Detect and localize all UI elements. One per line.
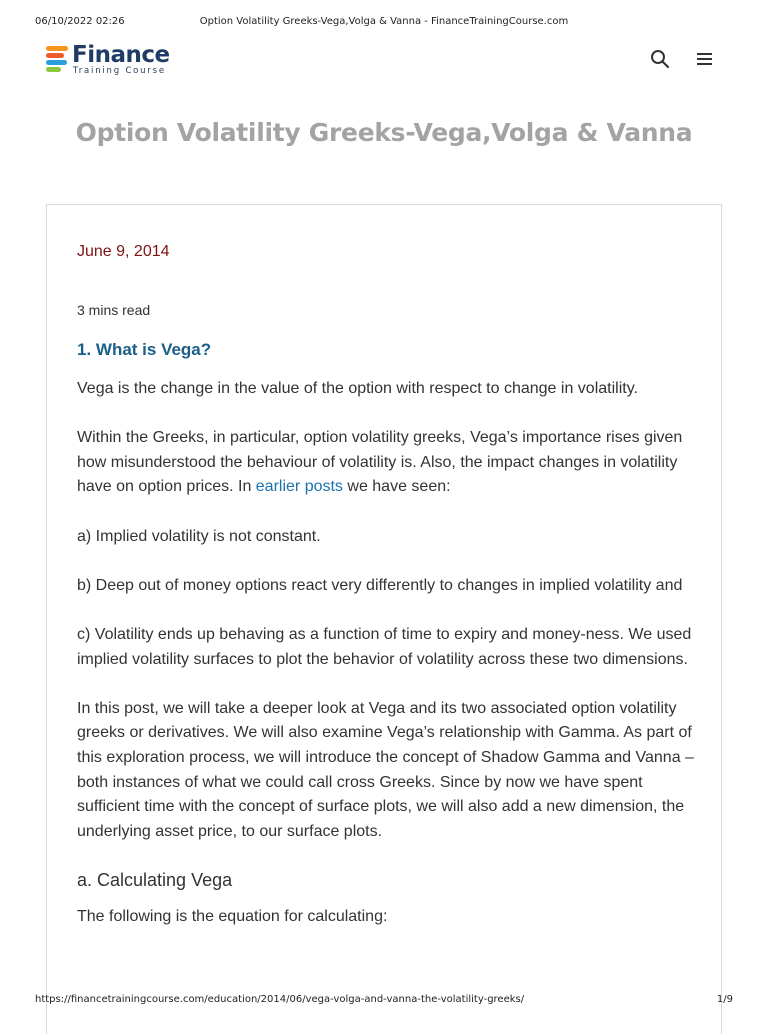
paragraph-3: a) Implied volatility is not constant.	[77, 527, 321, 545]
page-title: Option Volatility Greeks-Vega,Volga & Vanna	[75, 118, 693, 147]
logo-stripe-4	[46, 67, 61, 72]
print-footer	[0, 994, 768, 1010]
search-icon[interactable]	[647, 46, 673, 72]
paragraph-2-text-before: Within the Greeks, in particular, option volatility greeks, Vega’s importance rises given how misunderstood the behaviour of volatility is. Also, the impact changes in volatility have on option prices. In	[77, 429, 683, 496]
logo-stripe-3	[46, 60, 67, 65]
paragraph-6: In this post, we will take a deeper look at Vega and its two associated option volatility greeks or derivatives. We will also examine Vega’s relationship with Gamma. As part of this exploration process, we will introduce the concept of Shadow Gamma and Vanna – both instances of what we could call cross Greeks. Since by now we have spent sufficient time with the concept of surface plots, we will also add a new dimension, the underlying asset price, to our surface plots.	[77, 699, 694, 840]
article-body	[77, 241, 697, 954]
logo-wordmark: Finance	[72, 42, 170, 68]
article-card	[46, 204, 722, 1034]
post-date: June 9, 2014	[77, 243, 170, 260]
paragraph-7: The following is the equation for calculating:	[77, 907, 388, 925]
print-header	[0, 16, 768, 32]
logo-stripe-2	[46, 53, 64, 58]
site-logo[interactable]	[46, 44, 176, 76]
paragraph-5: c) Volatility ends up behaving as a function of time to expiry and money-ness. We used implied volatility surfaces to plot the behavior of volatility across these two dimensions.	[77, 625, 692, 668]
hamburger-menu-icon[interactable]	[692, 46, 718, 72]
logo-tagline: Training Course	[73, 66, 166, 76]
paragraph-2	[77, 426, 697, 500]
print-datetime: 06/10/2022 02:26	[35, 16, 125, 27]
subheading-calculating-vega: a. Calculating Vega	[77, 869, 233, 890]
read-time: 3 mins read	[77, 302, 151, 318]
print-url: https://financetrainingcourse.com/education/2014/06/vega-volga-and-vanna-the-volatility-greeks/	[35, 994, 525, 1005]
site-header	[0, 40, 768, 80]
logo-mark-icon	[46, 45, 70, 73]
section-heading: 1. What is Vega?	[77, 340, 212, 359]
print-document-title: Option Volatility Greeks-Vega,Volga & Vanna - FinanceTrainingCourse.com	[199, 16, 569, 27]
print-page-indicator: 1/9	[716, 994, 733, 1005]
earlier-posts-link[interactable]: earlier posts	[255, 478, 343, 496]
paragraph-1: Vega is the change in the value of the option with respect to change in volatility.	[77, 380, 638, 397]
paragraph-2-text-after: we have seen:	[342, 478, 451, 496]
logo-stripe-1	[46, 46, 68, 51]
paragraph-4: b) Deep out of money options react very differently to changes in implied volatility and	[77, 576, 683, 594]
